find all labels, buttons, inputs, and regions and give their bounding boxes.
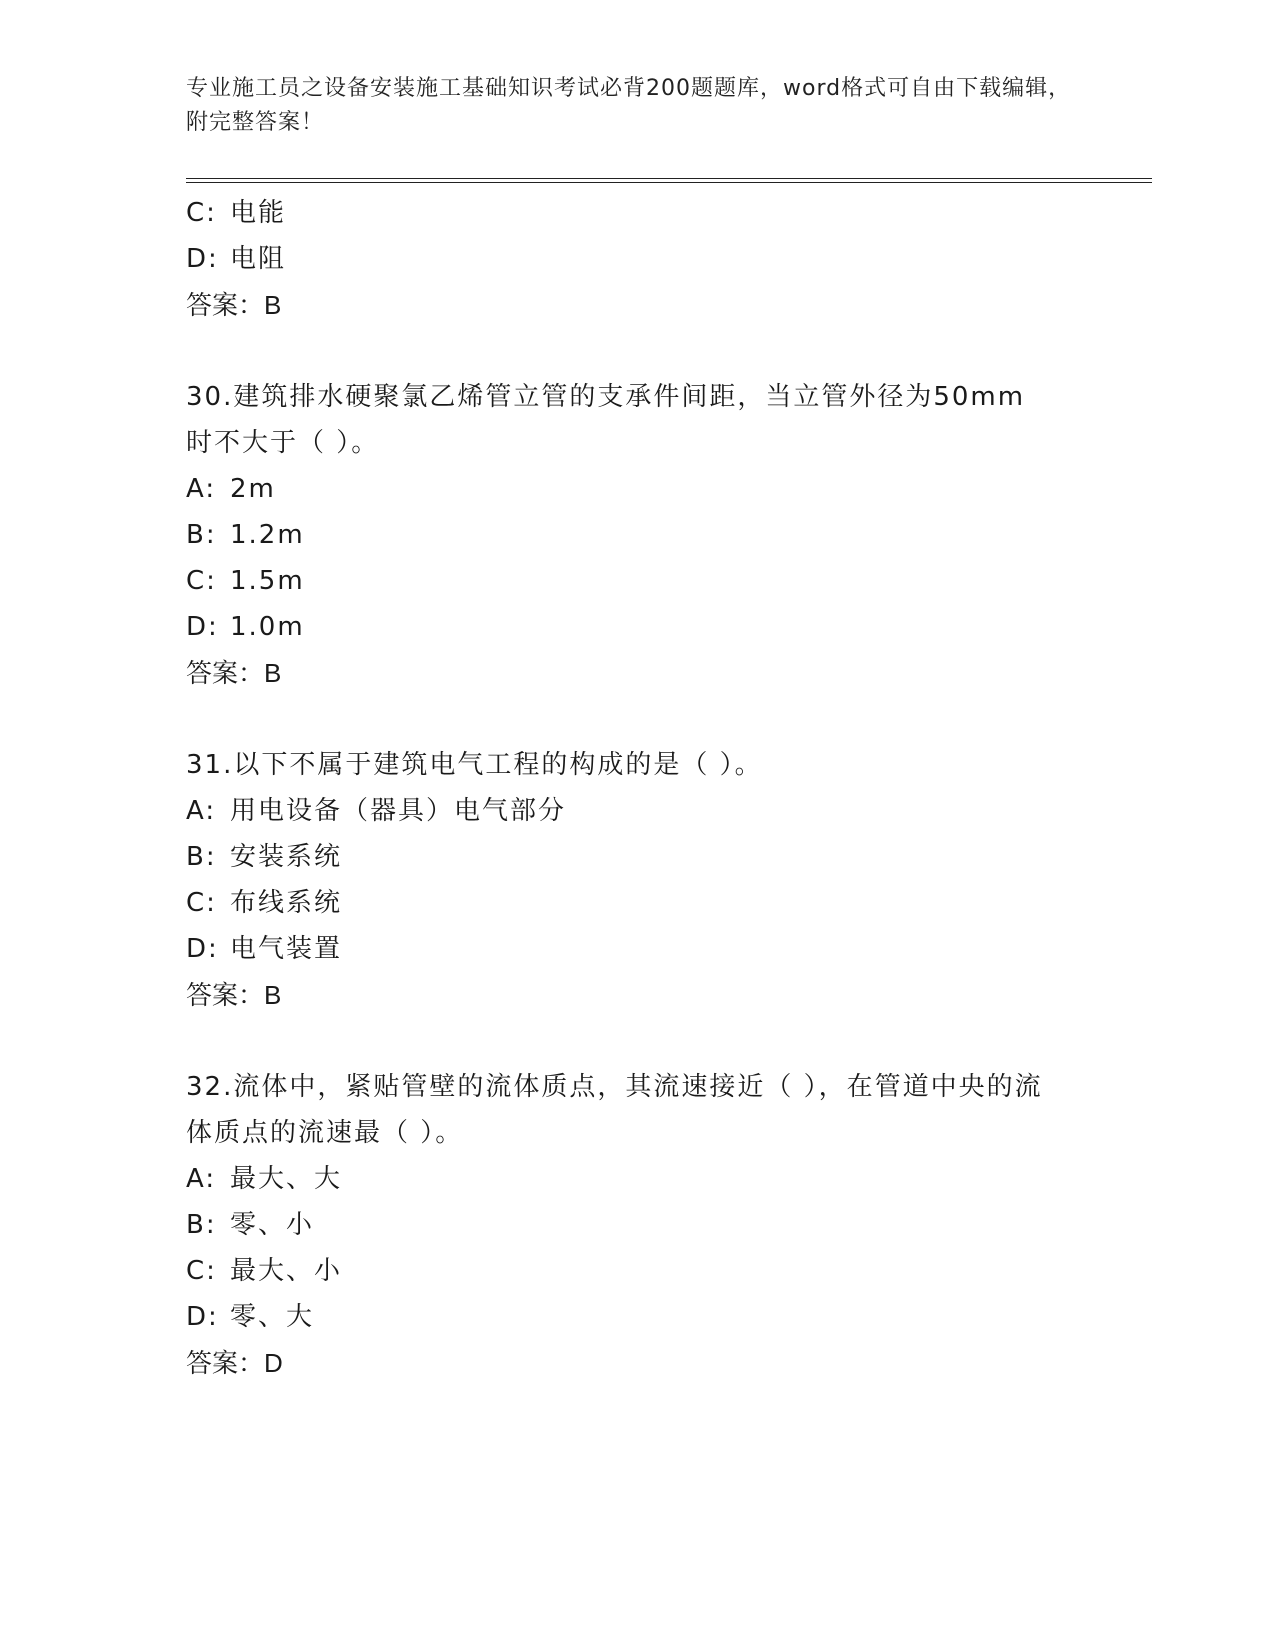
option-key: B: [186,1210,217,1240]
option-text: 最大、小 [230,1256,343,1286]
option-item [186,558,1086,604]
header-divider-bottom [186,182,1152,183]
option-key: D: [186,244,219,274]
document-body [186,190,1086,1386]
answer-line: 答案：B [186,290,282,320]
option-text: 1.0m [230,612,305,642]
option-text: 电阻 [230,244,287,274]
option-text: 电气装置 [230,934,343,964]
option-text: 最大、大 [230,1164,343,1194]
option-text: 零、小 [230,1210,315,1240]
answer-line: 答案：B [186,980,282,1010]
option-key: C: [186,198,217,228]
option-item [186,466,1086,512]
question-text: 30.建筑排水硬聚氯乙烯管立管的支承件间距，当立管外径为50mm时不大于（ ）。 [186,382,1026,458]
option-item [186,788,1086,834]
question-block [186,1064,1086,1386]
document-header: 专业施工员之设备安装施工基础知识考试必背200题题库，word格式可自由下载编辑，附完整答案！ [186,76,1072,135]
option-key: A: [186,474,217,504]
option-item [186,880,1086,926]
option-item [186,1202,1086,1248]
option-key: A: [186,1164,217,1194]
option-item [186,604,1086,650]
option-text: 安装系统 [230,842,343,872]
option-key: C: [186,888,217,918]
option-text: 用电设备（器具）电气部分 [230,796,567,826]
question-block [186,742,1086,1018]
option-item [186,512,1086,558]
answer-line: 答案：D [186,1348,283,1378]
option-key: A: [186,796,217,826]
option-item [186,190,1086,236]
option-key: C: [186,1256,217,1286]
option-item [186,1294,1086,1340]
header-divider-top [186,178,1152,179]
option-text: 布线系统 [230,888,343,918]
option-text: 电能 [230,198,287,228]
option-item [186,834,1086,880]
question-text: 32.流体中，紧贴管壁的流体质点，其流速接近（ ），在管道中央的流体质点的流速最（ ）。 [186,1072,1043,1148]
question-block [186,374,1086,696]
option-key: D: [186,612,219,642]
option-text: 1.5m [230,566,305,596]
question-text: 31.以下不属于建筑电气工程的构成的是（ ）。 [186,750,763,780]
option-item [186,1156,1086,1202]
option-key: D: [186,934,219,964]
option-key: B: [186,520,217,550]
option-item [186,1248,1086,1294]
option-item [186,236,1086,282]
option-text: 2m [230,474,276,504]
option-key: B: [186,842,217,872]
option-key: C: [186,566,217,596]
option-item [186,926,1086,972]
answer-line: 答案：B [186,658,282,688]
option-key: D: [186,1302,219,1332]
option-text: 1.2m [230,520,305,550]
option-text: 零、大 [230,1302,315,1332]
